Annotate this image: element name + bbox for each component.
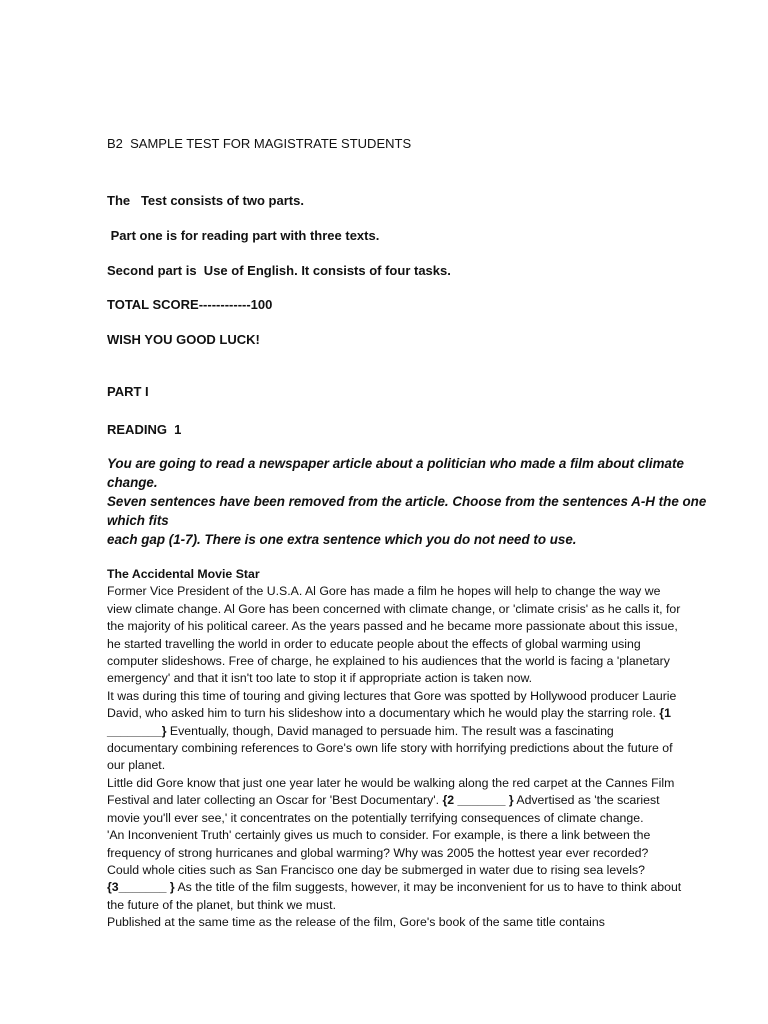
paragraph-text: It was during this time of touring and giving lectures that Gore was spotted by Hollywood producer Laurie David, who asked him to turn his slideshow into a documentary which he would play the starring role. <box>107 688 677 721</box>
gap-3-blank: {3_______ } <box>107 880 175 895</box>
instruction-line: change. <box>107 475 158 490</box>
article-title: The Accidental Movie Star <box>107 567 260 581</box>
article-paragraph <box>107 688 682 775</box>
paragraph-text: As the title of the film suggests, however, it may be inconvenient for us to have to think about the future of the planet, but think we must. <box>107 880 682 912</box>
intro-line-second-part: Second part is Use of English. It consists of four tasks. <box>107 263 451 278</box>
paragraph-text: Eventually, though, David managed to persuade him. The result was a fascinating documentary combining references to Gore's own life story with horrifying predictions about the future of our planet. <box>107 723 673 773</box>
article-paragraph <box>107 827 682 914</box>
instruction-line: Seven sentences have been removed from the article. Choose from the sentences A-H the one <box>107 494 707 509</box>
article-paragraph: Former Vice President of the U.S.A. Al Gore has made a film he hopes will help to change the way we view climate change. Al Gore has been concerned with climate change, or 'climate crisis' as he calls it, for the majority of his political career. As the years passed and he became more passionate about this issue, he started travelling the world in order to educate people about the effects of global warming using computer slideshows. Free of charge, he explained to his audiences that the world is facing a 'planetary emergency' and that it isn't too late to stop it if appropriate action is taken now. <box>107 584 681 686</box>
intro-line-test-parts: The Test consists of two parts. <box>107 193 304 208</box>
instruction-line: which fits <box>107 513 169 528</box>
intro-line-total-score: TOTAL SCORE------------100 <box>107 297 273 312</box>
paragraph-text: Little did Gore know that just one year later he would be walking along the red carpet at the Cannes Film Festival and later collecting an Oscar for 'Best Documentary'. <box>107 775 675 808</box>
article <box>107 566 682 932</box>
intro-line-good-luck: WISH YOU GOOD LUCK! <box>107 332 260 347</box>
article-paragraph: Published at the same time as the release of the film, Gore's book of the same title contains <box>107 915 605 930</box>
gap-1-blank: {1 ________} <box>107 706 671 738</box>
instruction-line: each gap (1-7). There is one extra sentence which you do not need to use. <box>107 532 577 547</box>
paragraph-text: Advertised as 'the scariest movie you'll ever see,' it concentrates on the potentially terrifying consequences of climate change. <box>107 793 660 825</box>
document-title: B2 SAMPLE TEST FOR MAGISTRATE STUDENTS <box>107 136 412 151</box>
article-paragraph <box>107 775 682 827</box>
reading-heading: READING 1 <box>107 422 182 437</box>
intro-line-part-one: Part one is for reading part with three texts. <box>107 228 380 243</box>
instruction-line: You are going to read a newspaper article about a politician who made a film about climate <box>107 456 684 471</box>
paragraph-text: 'An Inconvenient Truth' certainly gives us much to consider. For example, is there a link between the frequency of strong hurricanes and global warming? Why was 2005 the hottest year ever recorded? Could whole cities such as San Francisco one day be submerged in water due to rising sea levels? <box>107 828 651 877</box>
part-heading: PART I <box>107 384 149 399</box>
gap-2-blank: {2 _______ } <box>442 793 514 808</box>
